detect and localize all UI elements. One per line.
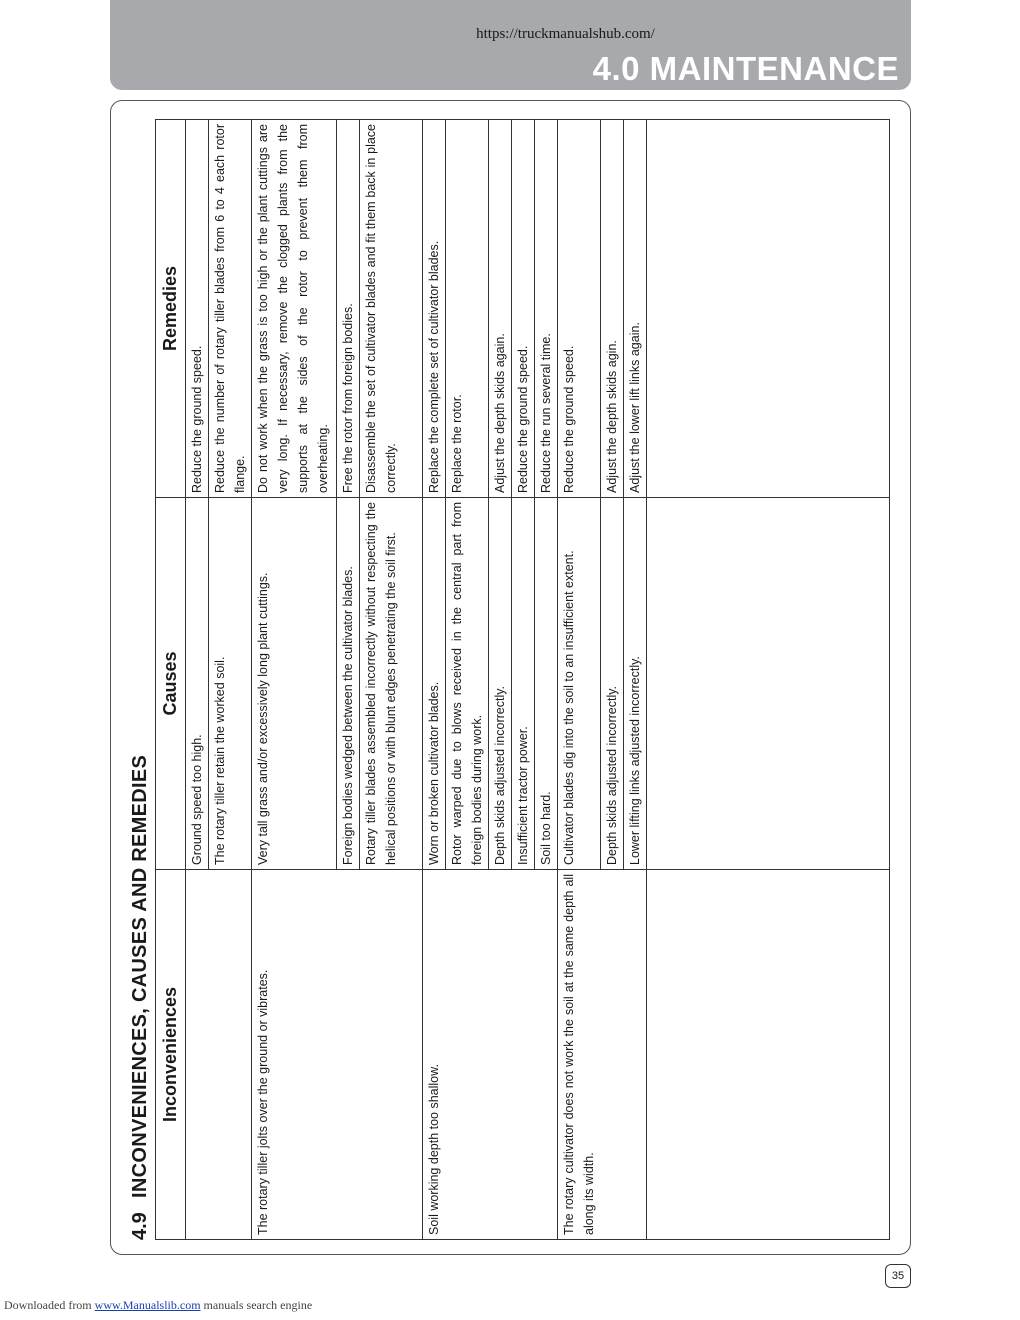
cause-cell: Foreign bodies wedged between the cultivator blades. xyxy=(337,498,360,870)
inconvenience-cell xyxy=(360,870,423,1240)
cause-cell: Depth skids adjusted incorrectly. xyxy=(489,498,512,870)
empty-cell xyxy=(646,120,890,498)
remedy-cell: Reduce the number of rotary tiller blades from 6 to 4 each rotor flange. xyxy=(209,120,252,498)
inconvenience-cell xyxy=(600,870,623,1240)
section-title: 4.0 MAINTENANCE xyxy=(592,50,899,87)
remedy-cell: Reduce the ground speed. xyxy=(186,120,209,498)
inconvenience-cell xyxy=(489,870,512,1240)
table-row xyxy=(489,120,512,1240)
cause-cell: Lower lifting links adjusted incorrectly. xyxy=(623,498,646,870)
remedy-cell: Adjust the lower lift links again. xyxy=(623,120,646,498)
remedy-cell: Free the rotor from foreign bodies. xyxy=(337,120,360,498)
remedy-cell: Reduce the ground speed. xyxy=(512,120,535,498)
table-row xyxy=(423,120,446,1240)
cause-cell: The rotary tiller retain the worked soil. xyxy=(209,498,252,870)
footer-suffix: manuals search engine xyxy=(203,1298,313,1312)
remedy-cell: Reduce the ground speed. xyxy=(558,120,601,498)
cause-cell: Soil too hard. xyxy=(535,498,558,870)
remedy-cell: Replace the rotor. xyxy=(446,120,489,498)
table-row xyxy=(446,120,489,1240)
inconvenience-cell xyxy=(186,870,209,1240)
cause-cell: Worn or broken cultivator blades. xyxy=(423,498,446,870)
cause-cell: Rotary tiller blades assembled incorrectly without respecting the helical positions or with blunt edges penetrating the soil first. xyxy=(360,498,423,870)
table-row xyxy=(186,120,209,1240)
empty-cell xyxy=(646,870,890,1240)
table-row xyxy=(360,120,423,1240)
remedy-cell: Replace the complete set of cultivator blades. xyxy=(423,120,446,498)
inconvenience-cell xyxy=(337,870,360,1240)
header-remedies: Remedies xyxy=(156,120,186,498)
cause-cell: Ground speed too high. xyxy=(186,498,209,870)
table-empty-row xyxy=(646,120,890,1240)
header-url: https://truckmanualshub.com/ xyxy=(476,26,655,42)
remedy-cell: Reduce the run several time. xyxy=(535,120,558,498)
remedy-cell: Adjust the depth skids agin. xyxy=(600,120,623,498)
table-title xyxy=(125,120,155,1240)
troubleshooting-table xyxy=(155,119,890,1240)
table-title-text: INCONVENIENCES, CAUSES AND REMEDIES xyxy=(128,754,151,1198)
inconvenience-cell xyxy=(209,870,252,1240)
header-inconveniences: Inconveniences xyxy=(156,870,186,1240)
rotated-content xyxy=(125,120,895,1240)
inconvenience-cell xyxy=(446,870,489,1240)
inconvenience-cell xyxy=(512,870,535,1240)
cause-cell: Very tall grass and/or excessively long plant cuttings. xyxy=(252,498,337,870)
table-title-number: 4.9 xyxy=(128,1212,151,1240)
inconvenience-cell xyxy=(535,870,558,1240)
inconvenience-cell xyxy=(623,870,646,1240)
manualslib-link[interactable]: www.Manualslib.com xyxy=(94,1298,201,1312)
table-row xyxy=(252,120,337,1240)
inconvenience-cell: Soil working depth too shallow. xyxy=(423,870,446,1240)
empty-cell xyxy=(646,498,890,870)
table-header-row xyxy=(156,120,186,1240)
table-row xyxy=(512,120,535,1240)
footer-prefix: Downloaded from xyxy=(4,1298,92,1312)
table-row xyxy=(558,120,601,1240)
table-row xyxy=(535,120,558,1240)
table-row xyxy=(337,120,360,1240)
header-causes: Causes xyxy=(156,498,186,870)
table-row xyxy=(209,120,252,1240)
page-header xyxy=(110,0,911,90)
remedy-cell: Do not work when the grass is too high or the plant cuttings are very long. If necessary, remove the clogged plants from the supports at the sides of the rotor to prevent them from overheating. xyxy=(252,120,337,498)
cause-cell: Cultivator blades dig into the soil to an insufficient extent. xyxy=(558,498,601,870)
page-number: 35 xyxy=(885,1264,911,1288)
inconvenience-cell: The rotary cultivator does not work the soil at the same depth all along its width. xyxy=(558,870,601,1240)
cause-cell: Rotor warped due to blows received in the central part from foreign bodies during work. xyxy=(446,498,489,870)
remedy-cell: Disassemble the set of cultivator blades and fit them back in place correctly. xyxy=(360,120,423,498)
cause-cell: Depth skids adjusted incorrectly. xyxy=(600,498,623,870)
table-row xyxy=(623,120,646,1240)
cause-cell: Insufficient tractor power. xyxy=(512,498,535,870)
table-row xyxy=(600,120,623,1240)
inconvenience-cell: The rotary tiller jolts over the ground or vibrates. xyxy=(252,870,337,1240)
remedy-cell: Adjust the depth skids again. xyxy=(489,120,512,498)
download-footer xyxy=(4,1298,312,1313)
